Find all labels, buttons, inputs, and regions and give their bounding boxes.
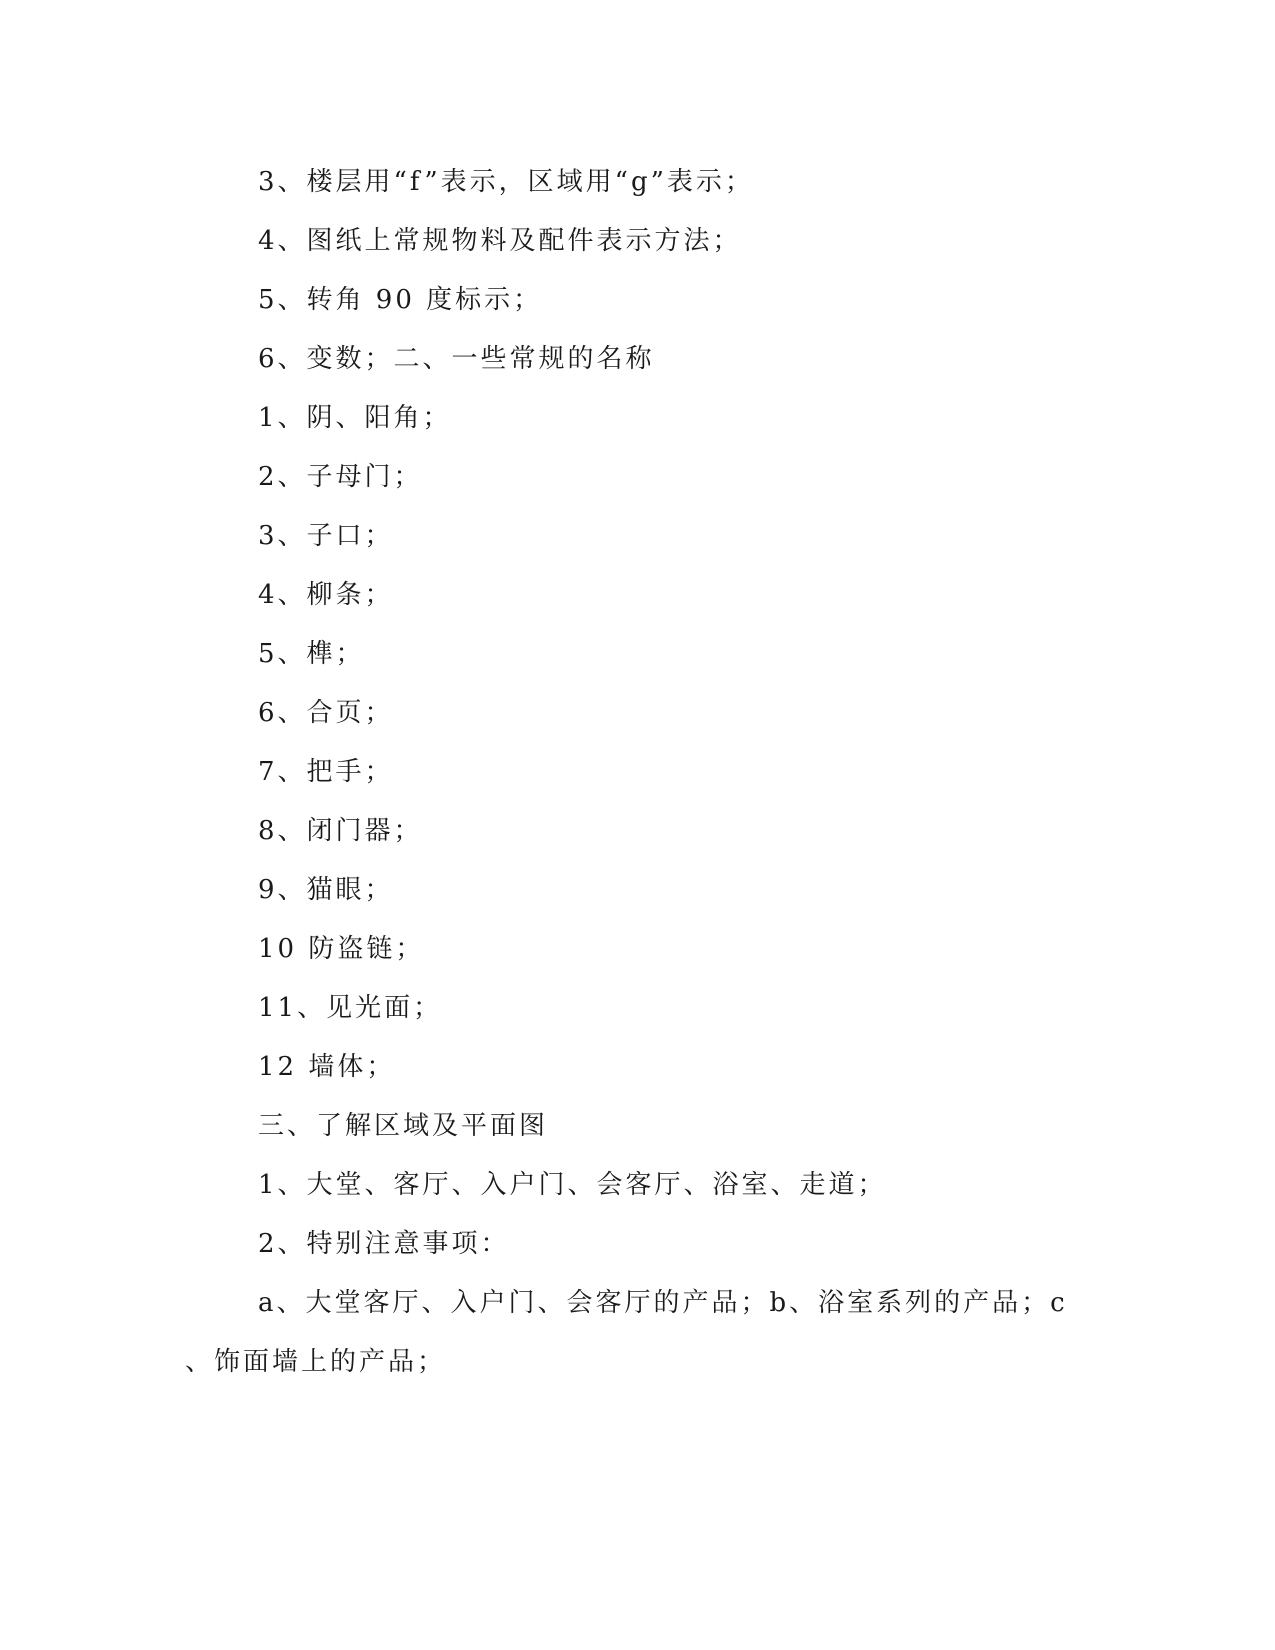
paragraph-line: 1、阴、阳角； [258, 403, 452, 433]
paragraph-line: 10 防盗链； [258, 934, 425, 964]
section-heading: 三、了解区域及平面图 [258, 1111, 549, 1141]
paragraph-line: a、大堂客厅、入户门、会客厅的产品；b、浴室系列的产品；c [258, 1288, 1068, 1318]
paragraph-line: 12 墙体； [258, 1052, 396, 1082]
paragraph-line: 4、柳条； [258, 580, 394, 610]
paragraph-line: 6、合页； [258, 698, 394, 728]
paragraph-line: 6、变数；二、一些常规的名称 [258, 344, 655, 374]
paragraph-line: 7、把手； [258, 757, 394, 787]
paragraph-continuation: 、饰面墙上的产品； [185, 1347, 447, 1377]
paragraph-line: 4、图纸上常规物料及配件表示方法； [258, 226, 742, 256]
paragraph-line: 8、闭门器； [258, 816, 423, 846]
paragraph-line: 2、特别注意事项： [258, 1229, 510, 1259]
paragraph-line: 1、大堂、客厅、入户门、会客厅、浴室、走道； [258, 1170, 887, 1200]
paragraph-line: 9、猫眼； [258, 875, 394, 905]
paragraph-line: 5、转角 90 度标示； [258, 285, 543, 315]
document-body [185, 160, 1068, 1399]
paragraph-line: 3、子口； [258, 521, 394, 551]
paragraph-line: 2、子母门； [258, 462, 423, 492]
paragraph-line: 3、楼层用“f”表示，区域用“g”表示； [258, 167, 754, 197]
paragraph-line: 5、榫； [258, 639, 365, 669]
paragraph-line: 11、见光面； [258, 993, 443, 1023]
